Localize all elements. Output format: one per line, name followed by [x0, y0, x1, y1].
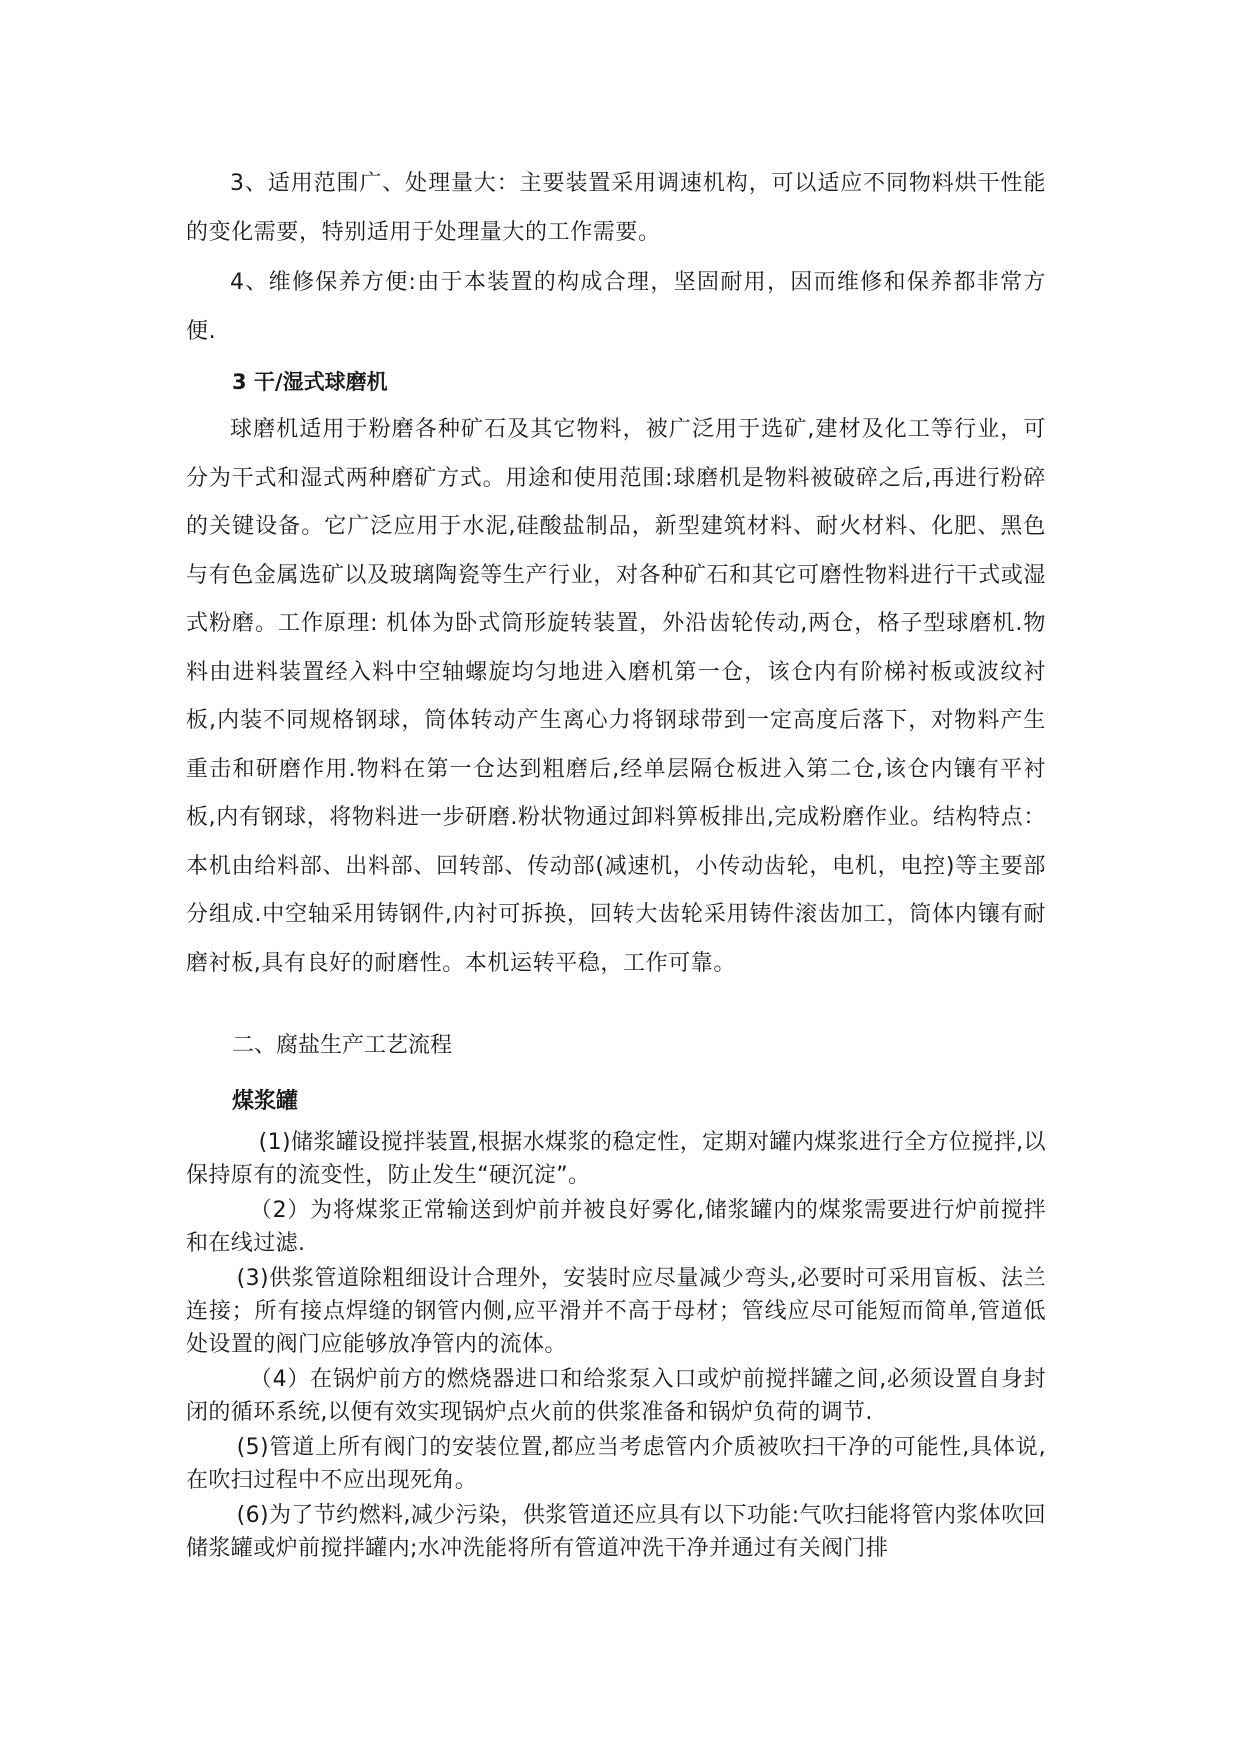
list-item: (3)供浆管道除粗细设计合理外，安装时应尽量减少弯头,必要时可采用盲板、法兰连接；所有接点焊缝的钢管内侧,应平滑并不高于母材；管线应尽可能短而简单,管道低处设置的阀门应能够放净管内的流体。 — [186, 1266, 1046, 1357]
list-item: （2）为将煤浆正常输送到炉前并被良好雾化,储浆罐内的煤浆需要进行炉前搅拌和在线过滤. — [186, 1198, 1046, 1256]
ball-mill-body: 球磨机适用于粉磨各种矿石及其它物料，被广泛用于选矿,建材及化工等行业，可分为干式和湿式两种磨矿方式。用途和使用范围:球磨机是物料被破碎之后,再进行粉碎的关键设备。它广泛应用于水泥,硅酸盐制品，新型建筑材料、耐火材料、化肥、黑色与有色金属选矿以及玻璃陶瓷等生产行业，对各种矿石和其它可磨性物料进行干式或湿式粉磨。工作原理: 机体为卧式筒形旋转装置，外沿齿轮传动,两仓，格子型球磨机.物料由进料装置经入料中空轴螺旋均匀地进入磨机第一仓，该仓内有阶梯衬板或波纹衬板,内装不同规格钢球，筒体转动产生离心力将钢球带到一定高度后落下，对物料产生重击和研磨作用.物料在第一仓达到粗磨后,经单层隔仓板进入第二仓,该仓内镶有平衬板,内有钢球，将物料进一步研磨.粉状物通过卸料箅板排出,完成粉磨作业。结构特点：本机由给料部、出料部、回转部、传动部(减速机，小传动齿轮，电机，电控)等主要部分组成.中空轴采用铸钢件,内衬可拆换，回转大齿轮采用铸件滚齿加工，筒体内镶有耐磨衬板,具有良好的耐磨性。本机运转平稳，工作可靠。 — [186, 417, 1046, 976]
section-title: 二、腐盐生产工艺流程 — [232, 1033, 453, 1058]
list-item: (5)管道上所有阀门的安装位置,都应当考虑管内介质被吹扫干净的可能性,具体说,在吹扫过程中不应出现死角。 — [186, 1435, 1046, 1493]
list-item: （4）在锅炉前方的燃烧器进口和给浆泵入口或炉前搅拌罐之间,必须设置自身封闭的循环系统,以便有效实现锅炉点火前的供浆准备和锅炉负荷的调节. — [186, 1367, 1046, 1425]
page-content — [186, 160, 1046, 1565]
slurry-tank-heading: 煤浆罐 — [232, 1089, 299, 1114]
ball-mill-heading: 3 干/湿式球磨机 — [232, 370, 388, 394]
paragraph-maintenance: 4、维修保养方便:由于本装置的构成合理，坚固耐用，因而维修和保养都非常方便. — [186, 270, 1046, 344]
paragraph-applicability: 3、适用范围广、处理量大：主要装置采用调速机构，可以适应不同物料烘干性能的变化需要，特别适用于处理量大的工作需要。 — [186, 171, 1046, 245]
list-item: (1)储浆罐设搅拌装置,根据水煤浆的稳定性，定期对罐内煤浆进行全方位搅拌,以保持原有的流变性，防止发生“硬沉淀”。 — [186, 1130, 1046, 1188]
list-item: (6)为了节约燃料,减少污染，供浆管道还应具有以下功能:气吹扫能将管内浆体吹回储浆罐或炉前搅拌罐内;水冲洗能将所有管道冲洗干净并通过有关阀门排 — [186, 1503, 1046, 1561]
